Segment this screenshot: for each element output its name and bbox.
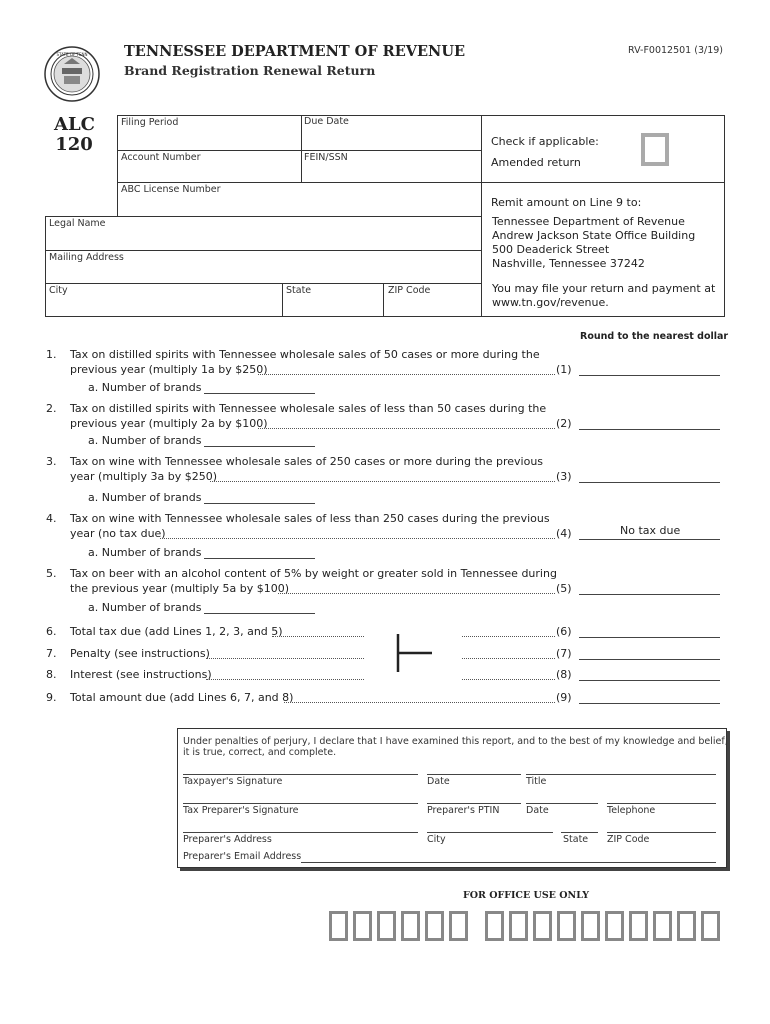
line-1-number: 1.: [46, 348, 57, 361]
form-title: Brand Registration Renewal Return: [124, 63, 376, 78]
office-cell: [581, 911, 600, 941]
line-7-text: Penalty (see instructions): [70, 647, 210, 660]
line-2-leader: [258, 428, 555, 429]
line-2-text: Tax on distilled spirits with Tennessee wholesale sales of less than 50 cases during the: [70, 402, 547, 415]
account-number-label: Account Number: [121, 152, 201, 163]
office-cell: [629, 911, 648, 941]
preparer-address-label: Preparer's Address: [183, 834, 272, 845]
amended-checkbox[interactable]: [641, 133, 669, 166]
legal-name-label: Legal Name: [49, 218, 106, 229]
office-cell: [329, 911, 348, 941]
office-cell: [533, 911, 552, 941]
office-cell: [557, 911, 576, 941]
round-note: Round to the nearest dollar: [580, 331, 729, 342]
due-date-label: Due Date: [304, 116, 349, 127]
office-cell: [677, 911, 696, 941]
city-field[interactable]: [45, 283, 283, 317]
taxpayer-date-label: Date: [427, 776, 450, 787]
office-cell: [377, 911, 396, 941]
line-9-leader: [284, 702, 555, 703]
taxpayer-date-line[interactable]: [427, 774, 521, 775]
line-6-amount[interactable]: [579, 637, 720, 638]
line-2a-label: a. Number of brands: [88, 434, 202, 447]
declaration-text-2: it is true, correct, and complete.: [183, 747, 337, 758]
line-5-number: 5.: [46, 567, 57, 580]
preparer-address-line[interactable]: [183, 832, 418, 833]
city-label: City: [49, 285, 68, 296]
line-7-leader-right: [462, 658, 555, 659]
preparer-signature-line[interactable]: [183, 803, 418, 804]
line-3-text-cont: year (multiply 3a by $250): [70, 470, 217, 483]
line-3-amount[interactable]: [579, 482, 720, 483]
line-3-ref: (3): [556, 470, 572, 483]
line-9-amount[interactable]: [579, 703, 720, 704]
line-1-amount[interactable]: [579, 375, 720, 376]
line-2-ref: (2): [556, 417, 572, 430]
mailing-address-label: Mailing Address: [49, 252, 124, 263]
line-4a-brands-input[interactable]: [204, 558, 315, 559]
fein-ssn-label: FEIN/SSN: [304, 152, 348, 163]
preparer-email-line[interactable]: [301, 862, 716, 863]
line-5-amount[interactable]: [579, 594, 720, 595]
preparer-state-label: State: [563, 834, 589, 845]
line-9-number: 9.: [46, 691, 57, 704]
office-use-boxes-left: [329, 911, 477, 945]
remit-address-3: 500 Deaderick Street: [492, 243, 610, 256]
line-3-leader: [210, 481, 555, 482]
office-cell: [401, 911, 420, 941]
form-code: RV-F0012501 (3/19): [628, 45, 723, 56]
line-8-amount[interactable]: [579, 680, 720, 681]
office-cell: [425, 911, 444, 941]
office-use-boxes-right: [485, 911, 725, 945]
line-5-text-cont: the previous year (multiply 5a by $100): [70, 582, 290, 595]
line-4-leader: [160, 538, 555, 539]
check-applicable-label: Check if applicable:: [491, 135, 599, 148]
declaration-text-1: Under penalties of perjury, I declare that I have examined this report, and to the best of my knowledge and belief,: [183, 736, 728, 747]
amended-return-label: Amended return: [491, 156, 581, 169]
section-divider: [45, 316, 725, 317]
office-cell: [449, 911, 468, 941]
abc-license-label: ABC License Number: [121, 184, 221, 195]
amended-panel: [481, 115, 725, 183]
line-8-leader-left: [206, 679, 364, 680]
line-3a-label: a. Number of brands: [88, 491, 202, 504]
line-7-number: 7.: [46, 647, 57, 660]
remit-address-1: Tennessee Department of Revenue: [492, 215, 685, 228]
line-5-ref: (5): [556, 582, 572, 595]
line-4a-label: a. Number of brands: [88, 546, 202, 559]
efile-line-1: You may file your return and payment at: [492, 282, 716, 295]
line-6-text: Total tax due (add Lines 1, 2, 3, and 5): [70, 625, 283, 638]
preparer-date-line[interactable]: [526, 803, 598, 804]
title-line[interactable]: [526, 774, 716, 775]
line-4-amount: [579, 539, 720, 540]
filing-period-label: Filing Period: [121, 117, 179, 128]
line-4-no-tax-due: No tax due: [620, 524, 681, 537]
line-1-leader: [258, 374, 555, 375]
line-2-amount[interactable]: [579, 429, 720, 430]
office-cell: [509, 911, 528, 941]
office-cell: [701, 911, 720, 941]
line-5a-brands-input[interactable]: [204, 613, 315, 614]
taxpayer-signature-label: Taxpayer's Signature: [183, 776, 283, 787]
office-cell: [353, 911, 372, 941]
remit-label: Remit amount on Line 9 to:: [491, 196, 642, 209]
bracket-mark-icon: [394, 632, 436, 674]
line-7-amount[interactable]: [579, 659, 720, 660]
line-5-text: Tax on beer with an alcohol content of 5% by weight or greater sold in Tennessee during: [70, 567, 557, 580]
line-8-leader-right: [462, 679, 555, 680]
line-2-text-cont: previous year (multiply 2a by $100): [70, 417, 268, 430]
line-4-number: 4.: [46, 512, 57, 525]
line-1a-label: a. Number of brands: [88, 381, 202, 394]
preparer-date-label: Date: [526, 805, 549, 816]
state-seal-icon: [44, 46, 100, 102]
ptin-line[interactable]: [427, 803, 521, 804]
line-8-ref: (8): [556, 668, 572, 681]
remit-address-4: Nashville, Tennessee 37242: [492, 257, 645, 270]
office-use-label: FOR OFFICE USE ONLY: [463, 890, 590, 901]
title-label: Title: [526, 776, 547, 787]
ptin-label: Preparer's PTIN: [427, 805, 500, 816]
state-label: State: [286, 285, 312, 296]
line-1-text: Tax on distilled spirits with Tennessee wholesale sales of 50 cases or more during the: [70, 348, 540, 361]
taxpayer-signature-line[interactable]: [183, 774, 418, 775]
office-cell: [485, 911, 504, 941]
form-id-alc: ALC: [54, 114, 95, 135]
line-9-ref: (9): [556, 691, 572, 704]
preparer-signature-label: Tax Preparer's Signature: [183, 805, 299, 816]
line-3-text: Tax on wine with Tennessee wholesale sales of 250 cases or more during the previous: [70, 455, 544, 468]
line-4-text-cont: year (no tax due): [70, 527, 166, 540]
line-5a-label: a. Number of brands: [88, 601, 202, 614]
line-7-leader-left: [206, 658, 364, 659]
preparer-email-label: Preparer's Email Address: [183, 851, 302, 862]
office-cell: [653, 911, 672, 941]
preparer-zip-label: ZIP Code: [607, 834, 650, 845]
line-4-ref: (4): [556, 527, 572, 540]
line-7-ref: (7): [556, 647, 572, 660]
line-6-leader-left: [272, 636, 364, 637]
legal-name-field[interactable]: [45, 216, 482, 251]
telephone-label: Telephone: [607, 805, 656, 816]
office-cell: [605, 911, 624, 941]
preparer-city-label: City: [427, 834, 446, 845]
line-4-text: Tax on wine with Tennessee wholesale sales of less than 250 cases during the previous: [70, 512, 550, 525]
line-2-number: 2.: [46, 402, 57, 415]
line-8-number: 8.: [46, 668, 57, 681]
form-id-120: 120: [55, 134, 93, 155]
agency-name: TENNESSEE DEPARTMENT OF REVENUE: [124, 43, 466, 60]
preparer-state-line[interactable]: [561, 832, 598, 833]
line-1-ref: (1): [556, 363, 572, 376]
line-3-number: 3.: [46, 455, 57, 468]
zip-label: ZIP Code: [388, 285, 431, 296]
line-1-text-cont: previous year (multiply 1a by $250): [70, 363, 268, 376]
line-3a-brands-input[interactable]: [204, 503, 315, 504]
remit-address-2: Andrew Jackson State Office Building: [492, 229, 696, 242]
line-2a-brands-input[interactable]: [204, 446, 315, 447]
line-8-text: Interest (see instructions): [70, 668, 212, 681]
efile-line-2: www.tn.gov/revenue.: [492, 296, 609, 309]
line-9-text: Total amount due (add Lines 6, 7, and 8): [70, 691, 294, 704]
svg-text:STATE OF TENN: STATE OF TENN: [56, 52, 88, 57]
telephone-line[interactable]: [607, 803, 716, 804]
line-6-ref: (6): [556, 625, 572, 638]
line-5-leader: [278, 593, 555, 594]
line-1a-brands-input[interactable]: [204, 393, 315, 394]
line-6-number: 6.: [46, 625, 57, 638]
preparer-city-line[interactable]: [427, 832, 553, 833]
line-6-leader-right: [462, 636, 555, 637]
preparer-zip-line[interactable]: [607, 832, 716, 833]
